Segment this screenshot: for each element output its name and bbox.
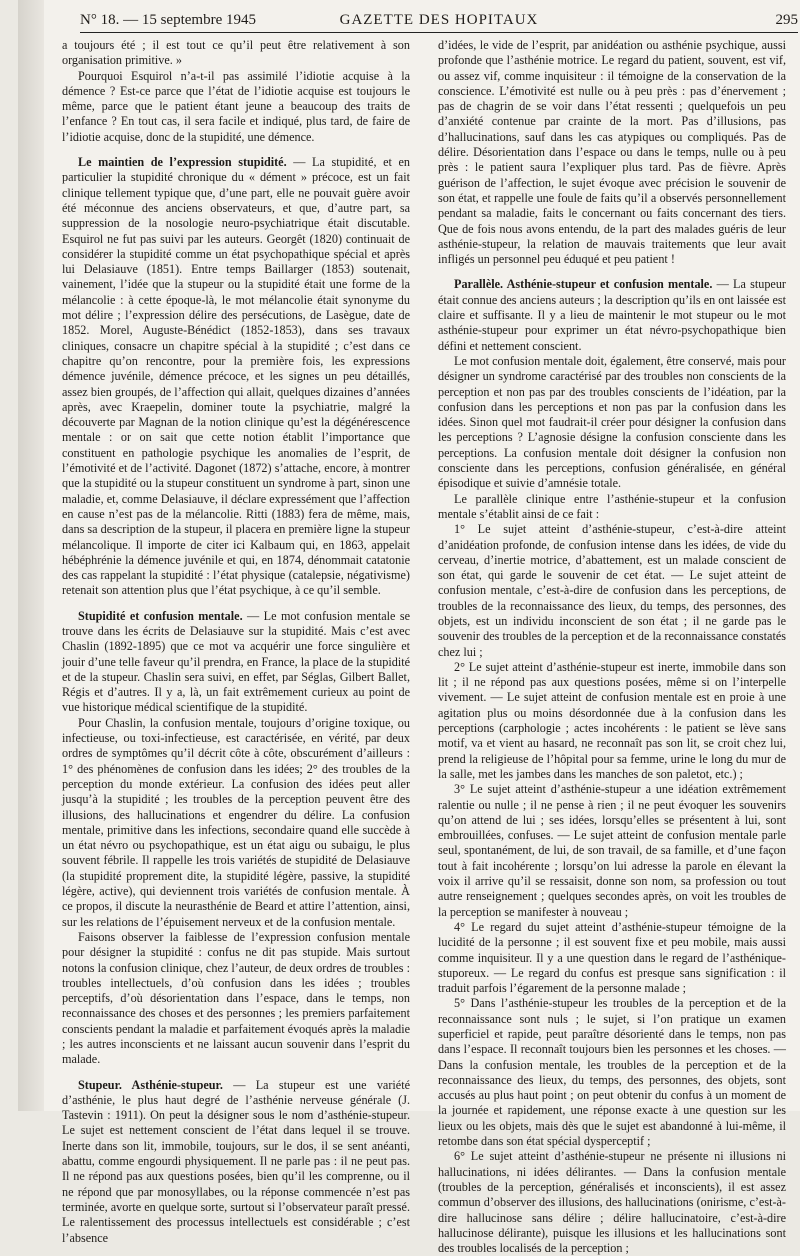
paragraph: a toujours été ; il est tout ce qu’il peut être relativement à son organisation primitive. » — [62, 38, 410, 68]
paragraph-text: — La stupidité, et en particulier la stupidité chronique du « dément » précoce, est un fait clinique tellement typique que, d’une part, elle ne pouvait guère avoir été méconnue des anciens observateurs, et que, d’autre part, sa suppression de la nosologie neuro-psychiatrique était discutable. Esquirol ne fut pas suivi par les auteurs. Georgêt (1820) continuait de considérer la stupidité comme un état psychopathique spécial et après lui Delasiauve (1851). Entre temps Baillarger (1853) soutenait, vainement, l’idée que la stupeur ou la stupidité était une forme de la mélancolie : à cette époque-là, le mot mélancolie était synonyme du mot délire ; l’expression délire des persécutions, de Lasègue, date de 1852. Morel, Auguste-Bénédict (1852-1853), dans ses travaux cliniques, consacre un chapitre spécial à la stupidité ; c’est dans ce chapitre qu’on rencontre, pour la première fois, les expressions démence juvénile, démence précoce, et les signes un peu détaillés, assez bien groupés, de l’affection qui allait, quelques dizaines d’années après, avec Kraepelin, dominer toute la psychiatrie, malgré la découverte par Magnan de la notion clinique qu’est la dégénérescence mentale : or on sait que cette notion établit l’importance que constituent en pathologie psychique les anomalies de l’esprit, de l’émotivité et de l’activité. Dagonet (1872) s’attache, encore, à montrer que la stupidité ou la stupeur constituent un syndrome à part, sinon une maladie, et, comme Delasiauve, il déclare expressément que l’affection en cause n’est pas de la mélancolie. Ritti (1883) fera de même, mais, dans sa description de la stupeur, il placera en première ligne la stupeur mélancolique. Il importe de citer ici Kalbaum qui, en 1863, appelait hébéphrénie la démence juvénile et qui, en 1874, dénommait catatonie des cas rappelant la stupidité : l’état physique (catalepsie, négativisme) retenait son attention plus que l’état psychique, à ce qu’il semble. — [62, 155, 410, 598]
list-item: 3° Le sujet atteint d’asthénie-stupeur a une idéation extrêmement ralentie ou nulle ; il ne pense à rien ; il ne peut évoquer les souvenirs qu’on attend de lui ; ses idées, lorsqu’elles se présentent à lui, sont embrouillées, confuses. — Le sujet atteint de confusion mentale parle seul, spontanément, de lui, de son travail, de sa famille, et d’une façon tout à fait incohérente ; lorsqu’on lui adresse la parole en élevant la voix il arrive qu’il se ressaisit, donne son nom, sa profession ou tout autre renseignement ; quelques secondes après, on voit les troubles de la perception se manifester à nouveau ; — [438, 782, 786, 919]
paragraph: Pourquoi Esquirol n’a-t-il pas assimilé l’idiotie acquise à la démence ? Est-ce parce que l’état de l’idiotie acquise est toujours le même, parce que le patient étant jeune a beaucoup des traits de l’enfance ? En tout cas, il sera facile et indiqué, plus tard, de faire de l’idiotie acquise, donc de la stupidité, une démence. — [62, 68, 410, 144]
section-parallele — [438, 277, 786, 353]
list-item: 5° Dans l’asthénie-stupeur les troubles de la perception et de la reconnaissance sont nuls ; le sujet, si l’on pratique un examen superficiel et rapide, peut paraître désorienté dans le temps, non pas dans l’espace. Il reconnaît toujours bien les personnes et les choses. — Dans la confusion mentale, les troubles de la perception et de la reconnaissance des lieux, du temps, des personnes, des objets, sont accusés au plus haut point ; on peut obtenir du confus à un moment de la journée et rapidement, une réponse exacte à une question sur les lieux ou les objets, mais dès que le sujet est abandonné à lui-même, il retombe dans son état spécial dysperceptif ; — [438, 996, 786, 1149]
paragraph: d’idées, le vide de l’esprit, par anidéation ou asthénie psychique, aussi profonde que l’asthénie motrice. Le regard du patient, souvent, est vif, ou assez vif, comme inquisiteur : il témoigne de la conservation de la conscience. L’émotivité est nulle ou à peu près : pas d’énervement ; pas de chagrin de se voir dans l’état ressenti ; quelquefois un peu d’anxiété contenue par crainte de la mort. Pas d’illusions, pas d’hallucinations, sauf dans les cas atypiques ou compliqués. Pas de délire. Désorientation dans l’espace ou dans le temps, nulle ou à peu près : le patient saura l’expliquer plus tard. Pas de fièvre. Après guérison de l’affection, le sujet évoque avec précision le souvenir de son état, et rappelle une foule de faits qu’il a observés personnellement pendant sa maladie, faits le concernant ou faits concernant des tiers. Que de fois nous avons entendu, de la part des malades guéris de leur asthénie-stupeur, la relation de mauvais traitements que leur avait infligés un personnel peu éduqué et peu patient ! — [438, 38, 786, 267]
paragraph: Le parallèle clinique entre l’asthénie-stupeur et la confusion mentale s’établit ainsi de ce fait : — [438, 491, 786, 521]
paragraph: Le mot confusion mentale doit, également, être conservé, mais pour désigner un syndrome caractérisé par des troubles non conscients de la perception et non pas par des troubles conscients de l’idéation, par la confusion dans les perceptions et non pas par la confusion dans les idées. Sinon quel mot faudrait-il créer pour désigner la confusion dans les perceptions ? L’agnosie désigne la confusion consciente dans les perceptions. La confusion mentale doit désigner la confusion non consciente dans les perceptions, confusion généralisée, en général épisodique et suivie d’amnésie totale. — [438, 353, 786, 491]
paragraph: Pour Chaslin, la confusion mentale, toujours d’origine toxique, ou infectieuse, ou toxi-infectieuse, est caractérisée, en vérité, par deux ordres de symptômes qu’il décrit côte à côte, obscurément d’ailleurs : 1° des phénomènes de confusion dans les idées; 2° des troubles de la perception du monde extérieur. La confusion des idées peut aller jusqu’à la stupidité ; les troubles de la perception peuvent être des illusions, des hallucinations et engendrer du délire. La confusion mentale, primitive dans les infections, secondaire quand elle succède à un état névro ou psychopathique, est un état aigu ou subaigu, le plus souvent fébrile. Il rappelle les trois variétés de stupidité de Delasiauve (la stupidité proprement dite, la stupidité légère, passive, la stupidité légère, active), qui deviennent trois variétés de confusion mentale. À ce propos, il discute la neurasthénie de Beard et attire l’attention, ainsi, sur les relations de l’épuisement nerveux et de la confusion mentale. — [62, 715, 410, 929]
journal-title: GAZETTE DES HOPITAUX — [339, 12, 539, 28]
section-heading: Stupeur. Asthénie-stupeur. — [78, 1077, 223, 1092]
page-spine-shadow — [18, 0, 44, 1111]
paragraph: Faisons observer la faiblesse de l’expression confusion mentale pour désigner la stupidité : confus ne dit pas stupide. Mais surtout notons la confusion clinique, chez l’auteur, de deux ordres de troubles : troubles intellectuels, d’où confusion dans les idées ; troubles perceptifs, d’où désorientation dans l’espace, dans le temps, non reconnaissance des choses et des personnes ; les premiers parfaitement conscients pendant la maladie et parfaitement évoqués après la maladie ; les autres inconscients et ne laissant aucun souvenir dans l’esprit du malade. — [62, 929, 410, 1067]
section-heading: Stupidité et confusion mentale. — [78, 608, 243, 623]
section-heading: Parallèle. Asthénie-stupeur et confusion mentale. — [454, 277, 713, 292]
paragraph-text: — La stupeur est une variété d’asthénie, le plus haut degré de l’asthénie nerveuse générale (J. Tastevin : 1911). On peut la désigner sous le nom d’asthénie-stupeur. Le sujet est nettement conscient de l’état dans lequel il se trouve. Inerte dans son lit, immobile, toujours, sur le dos, il se sent anéanti, abattu, comme engourdi physiquement. Il ne parle pas : il ne peut pas. Il ne répond pas aux questions posées, bien qu’il les comprenne, ou il ne répond que par monosyllabes, ou la réponse commencée n’est pas terminée, avorte en quelque sorte, surtout si l’observateur paraît pressé. Le ralentissement des processus intellectuels est considérable ; c’est l’absence — [62, 1077, 410, 1245]
paragraph-text: — Le mot confusion mentale se trouve dans les écrits de Delasiauve sur la stupidité. Mais c’est avec Chaslin (1892-1895) que ce mot va acquérir une force singulière et jouir d’une telle faveur qu’il prendra, en France, la place de la stupidité et de la stupeur. Chaslin sera suivi, en effet, par Séglas, Gilbert Ballet, Régis et d’autres. Il y a, là, un fait extrêmement curieux au point de vue historique médical scientifique de la stupidité. — [62, 608, 410, 715]
left-column — [62, 38, 410, 1245]
list-item: 4° Le regard du sujet atteint d’asthénie-stupeur témoigne de la lucidité de la personne ; il est souvent fixe et peu mobile, mais aussi comme inquisiteur. Il y a une question dans le regard de l’asthénique-stuporeux. — Le regard du confus est presque sans signification : il traduit parfois l’égarement de la personne malade ; — [438, 919, 786, 996]
list-item: 2° Le sujet atteint d’asthénie-stupeur est inerte, immobile dans son lit ; il ne répond pas aux questions posées, même si on l’interpelle vivement. — Le sujet atteint de confusion mentale est en proie à une agitation plus ou moins désordonnée due à la confusion dans les perceptions (carphologie ; actes incohérents : le patient se lève sans motif, va et vient au hasard, ne reconnaît pas son lit, se croit chez lui, prend la religieuse de l’hôpital pour sa femme, urine le long du mur de la salle, met les jambes dans les manches de son paletot, etc.) ; — [438, 659, 786, 781]
list-item: 6° Le sujet atteint d’asthénie-stupeur ne présente ni illusions ni hallucinations, ni idées délirantes. — Dans la confusion mentale (troubles de la perception, généralisés et inconscients), il est assez commun d’observer des illusions, des hallucinations (onirisme, c’est-à-dire hallucinose sans délire ; délire hallucinatoire, c’est-à-dire hallucinose délirante), puisque les illusions et les hallucinations sont des troubles localisés de la perception ; — [438, 1149, 786, 1256]
paragraph-text: — La stupeur était connue des anciens auteurs ; la description qu’ils en ont laissée est claire et suffisante. Il y a lieu de maintenir le mot stupeur ou le mot asthénie-stupeur pour exprimer un état névro-psychopathique bien défini et nettement conscient. — [438, 277, 786, 353]
section-stupidite-confusion — [62, 609, 410, 716]
section-stupeur — [62, 1078, 410, 1246]
list-item: 1° Le sujet atteint d’asthénie-stupeur, c’est-à-dire atteint d’anidéation profonde, de confusion intense dans les idées, de vide du cerveau, d’inertie motrice, d’abattement, est un malade conscient de son état, qui garde le souvenir de cet état. — Le sujet atteint de confusion mentale, c’est-à-dire de confusion dans les perceptions, de troubles de la reconnaissance des lieux, du temps, des personnes, des objets, est un individu inconscient de son état ; il ne garde pas le souvenir des troubles de la perception et de la reconnaissance constatés chez lui ; — [438, 522, 786, 659]
issue-date: N° 18. — 15 septembre 1945 — [80, 12, 256, 28]
section-maintien — [62, 155, 410, 599]
section-heading: Le maintien de l’expression stupidité. — [78, 155, 287, 170]
running-header — [80, 8, 798, 33]
right-column — [438, 38, 786, 1256]
page-number: 295 — [775, 12, 798, 28]
